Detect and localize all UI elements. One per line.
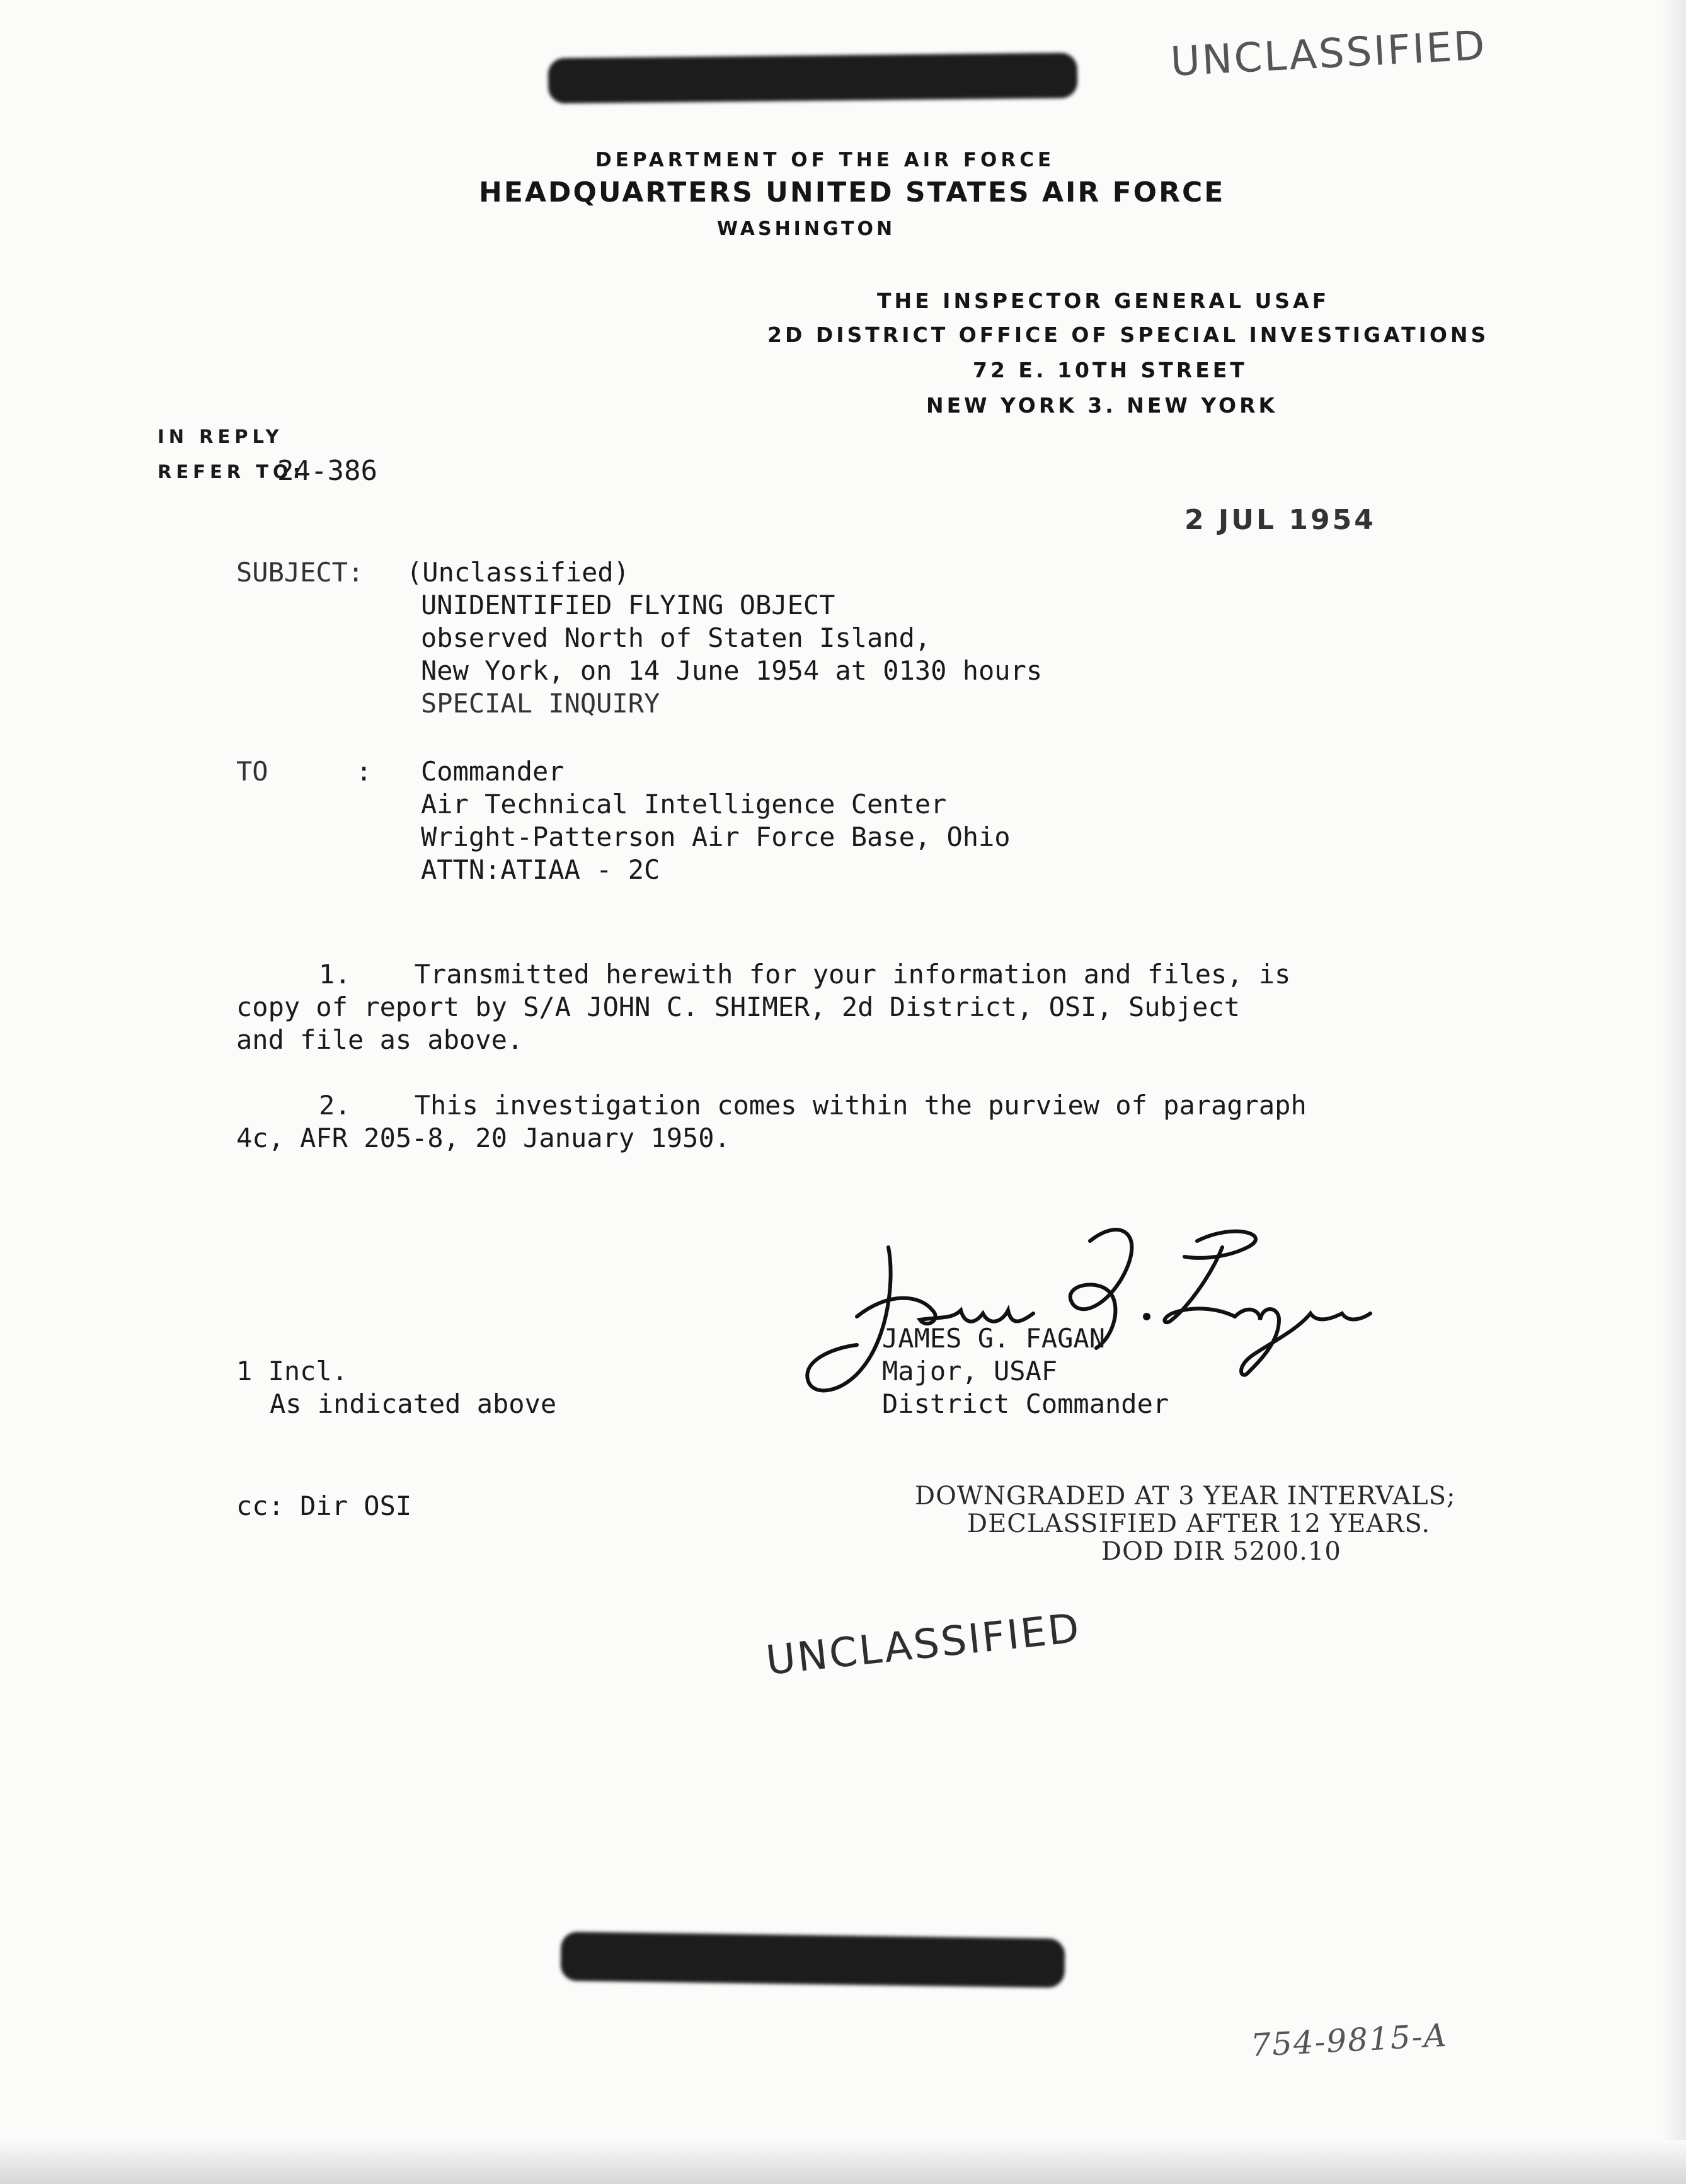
top-redaction xyxy=(548,53,1078,104)
addressee-line: Commander xyxy=(421,756,565,787)
unclassified-stamp-bottom: UNCLASSIFIED xyxy=(764,1604,1084,1684)
addressee-line: Air Technical Intelligence Center xyxy=(421,789,947,820)
paragraph-1-line: copy of report by S/A JOHN C. SHIMER, 2d District, OSI, Subject xyxy=(236,992,1241,1022)
subject-line: UNIDENTIFIED FLYING OBJECT xyxy=(421,590,835,620)
signer-title: District Commander xyxy=(882,1388,1169,1419)
letterhead-headquarters: HEADQUARTERS UNITED STATES AIR FORCE xyxy=(479,176,1225,209)
paragraph-2-line: 2. This investigation comes within the purview of paragraph xyxy=(319,1090,1307,1121)
letterhead-city: WASHINGTON xyxy=(717,218,896,240)
office-line-district: 2D DISTRICT OFFICE OF SPECIAL INVESTIGATIONS xyxy=(767,323,1489,347)
scan-edge-bottom xyxy=(0,2140,1686,2184)
unclassified-stamp-top: UNCLASSIFIED xyxy=(1169,22,1488,86)
paragraph-2-line: 4c, AFR 205-8, 20 January 1950. xyxy=(236,1123,730,1153)
subject-label: SUBJECT: xyxy=(236,557,364,588)
subject-line: New York, on 14 June 1954 at 0130 hours xyxy=(421,655,1043,686)
handwritten-signature xyxy=(794,1209,1373,1417)
addressee-line: Wright-Patterson Air Force Base, Ohio xyxy=(421,821,1011,852)
to-label: TO xyxy=(236,756,268,787)
letterhead-department: DEPARTMENT OF THE AIR FORCE xyxy=(595,149,1055,171)
refer-to-label: REFER TO: xyxy=(158,461,305,483)
subject-line: observed North of Staten Island, xyxy=(421,622,931,653)
office-line-inspector: THE INSPECTOR GENERAL USAF xyxy=(877,289,1330,313)
reply-label: IN REPLY xyxy=(158,426,284,447)
declassification-line: DECLASSIFIED AFTER 12 YEARS. xyxy=(967,1509,1431,1538)
bottom-redaction xyxy=(560,1931,1065,1987)
paragraph-1-line: and file as above. xyxy=(236,1024,524,1055)
office-line-street: 72 E. 10TH STREET xyxy=(973,358,1247,382)
scan-edge xyxy=(1661,0,1686,2184)
enclosure-count: 1 Incl. xyxy=(236,1356,348,1386)
signer-rank: Major, USAF xyxy=(882,1356,1058,1386)
subject-line: SPECIAL INQUIRY xyxy=(421,688,660,719)
handwritten-file-number: 754-9815-A xyxy=(1249,2016,1448,2064)
reference-number: 24-386 xyxy=(277,455,377,487)
signer-name: JAMES G. FAGAN xyxy=(882,1323,1106,1354)
office-line-city: NEW YORK 3. NEW YORK xyxy=(926,393,1278,418)
enclosure-description: As indicated above xyxy=(270,1388,557,1419)
declassification-line: DOWNGRADED AT 3 YEAR INTERVALS; xyxy=(915,1482,1456,1511)
date-stamp: 2 JUL 1954 xyxy=(1184,504,1376,536)
subject-line: (Unclassified) xyxy=(406,557,630,588)
declassification-line: DOD DIR 5200.10 xyxy=(1101,1537,1341,1566)
carbon-copy: cc: Dir OSI xyxy=(236,1490,412,1521)
paragraph-1-line: 1. Transmitted herewith for your information and files, is xyxy=(319,959,1291,990)
addressee-line: ATTN:ATIAA - 2C xyxy=(421,854,660,885)
to-colon: : xyxy=(356,756,372,787)
